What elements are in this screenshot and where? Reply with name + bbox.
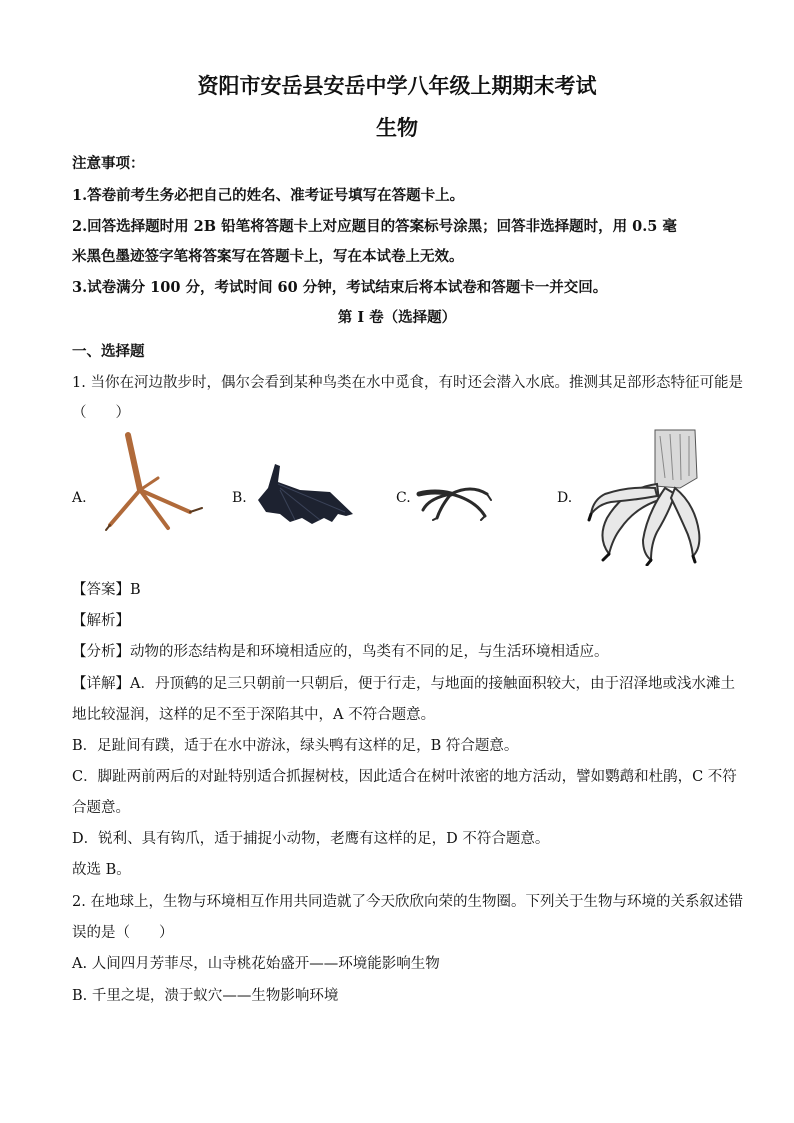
section-heading: 一、选择题 [72, 343, 145, 360]
volume-heading: 第 I 卷（选择题） [337, 309, 457, 326]
q1-analysis-tag: 【解析】 [72, 613, 130, 629]
q1-option-a-label: A. [72, 490, 87, 506]
notice-item-3: 3.试卷满分 100 分，考试时间 60 分钟，考试结束后将本试卷和答题卡一并交回。 [72, 279, 608, 296]
webbed-foot-image [250, 462, 360, 527]
eagle-talon-image [585, 428, 710, 566]
q1-conclusion: 故选 B。 [72, 862, 131, 878]
notice-item-1: 1.答卷前考生务必把自己的姓名、准考证号填写在答题卡上。 [72, 187, 465, 204]
crane-foot-image [100, 430, 210, 540]
q1-option-d-label: D. [557, 490, 573, 506]
q1-fenxi: 【分析】动物的形态结构是和环境相适应的，鸟类有不同的足，与生活环境相适应。 [72, 644, 609, 660]
q1-detail-4: C．脚趾两前两后的对趾特别适合抓握树枝，因此适合在树叶浓密的地方活动，譬如鹦鹉和杜鹃，C 不符 [72, 769, 737, 785]
notice-heading: 注意事项： [72, 155, 145, 172]
q2-option-b: B. 千里之堤，溃于蚁穴——生物影响环境 [72, 988, 339, 1004]
q2-stem: 2. 在地球上，生物与环境相互作用共同造就了今天欣欣向荣的生物圈。下列关于生物与环境的关系叙述错 [72, 894, 743, 910]
exam-subject: 生物 [376, 115, 418, 140]
q1-stem-paren: （ ） [72, 405, 130, 421]
q1-detail-3: B．足趾间有蹼，适于在水中游泳，绿头鸭有这样的足，B 符合题意。 [72, 738, 519, 754]
q1-detail-6: D．锐利、具有钩爪，适于捕捉小动物，老鹰有这样的足，D 不符合题意。 [72, 831, 550, 847]
q1-option-c-label: C. [396, 490, 411, 506]
q1-option-b-label: B. [232, 490, 247, 506]
q2-option-a: A. 人间四月芳菲尽，山寺桃花始盛开——环境能影响生物 [72, 956, 440, 972]
q1-answer: 【答案】B [72, 582, 141, 598]
q1-detail-2: 地比较湿润，这样的足不至于深陷其中，A 不符合题意。 [72, 707, 436, 723]
q1-detail-5: 合题意。 [72, 800, 130, 816]
q2-stem-cont: 误的是（ ） [72, 925, 174, 941]
zygodactyl-foot-image [415, 470, 495, 525]
q1-stem: 1. 当你在河边散步时，偶尔会看到某种鸟类在水中觅食，有时还会潜入水底。推测其足部形态特征可能是 [72, 375, 743, 391]
exam-title: 资阳市安岳县安岳中学八年级上期期末考试 [197, 73, 597, 98]
q1-detail-1: 【详解】A．丹顶鹤的足三只朝前一只朝后，便于行走，与地面的接触面积较大，由于沼泽地或浅水滩土 [72, 676, 735, 692]
notice-item-2-cont: 米黑色墨迹签字笔将答案写在答题卡上，写在本试卷上无效。 [72, 248, 464, 265]
notice-item-2: 2.回答选择题时用 2B 铅笔将答题卡上对应题目的答案标号涂黑；回答非选择题时，用 0.5 毫 [72, 218, 677, 235]
